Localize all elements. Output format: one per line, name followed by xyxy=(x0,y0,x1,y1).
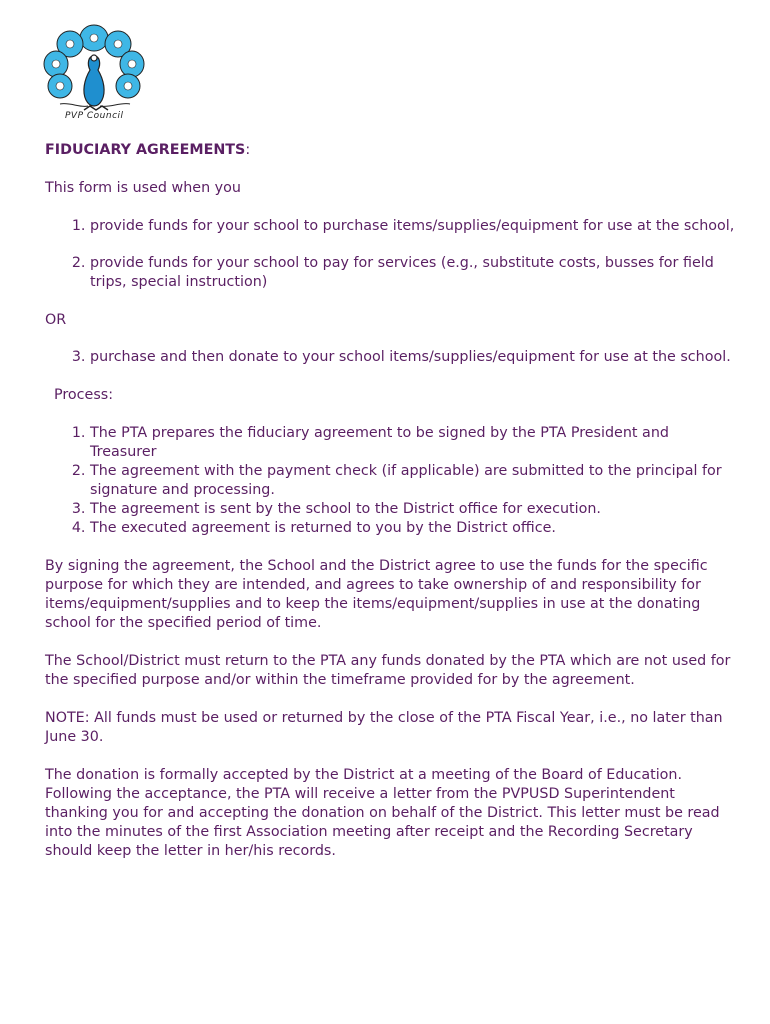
list-item: 3. purchase and then donate to your school items/supplies/equipment for use at the school. xyxy=(90,348,735,367)
logo-caption: PVP Council xyxy=(65,111,124,121)
note-paragraph: NOTE: All funds must be used or returned by the close of the PTA Fiscal Year, i.e., no later than June 30. xyxy=(45,710,723,745)
heading-colon: : xyxy=(245,142,251,158)
intro-text: This form is used when you xyxy=(45,180,241,196)
uses-list-a xyxy=(45,217,735,292)
list-item: 4. The executed agreement is returned to you by the District office. xyxy=(90,519,735,538)
process-label: Process: xyxy=(54,387,114,403)
document-heading xyxy=(45,141,735,160)
or-label: OR xyxy=(45,312,67,328)
list-item: 1. provide funds for your school to purchase items/supplies/equipment for use at the school, xyxy=(90,217,735,236)
document-body xyxy=(45,141,735,880)
peacock-body xyxy=(84,55,104,106)
list-item: 1. The PTA prepares the fiduciary agreement to be signed by the PTA President and Treasurer xyxy=(90,424,735,462)
agreement-paragraph: By signing the agreement, the School and the District agree to use the funds for the specific purpose for which they are intended, and agrees to take ownership of and responsibility for items/equipment/supplies and to keep the items/equipment/supplies in use at the donating school for the specified period of time. xyxy=(45,558,708,631)
list-item: 3. The agreement is sent by the school to the District office for execution. xyxy=(90,500,735,519)
process-steps-list xyxy=(45,424,735,538)
uses-list-b xyxy=(45,348,735,367)
list-item: 2. provide funds for your school to pay for services (e.g., substitute costs, busses for field trips, special instruction) xyxy=(90,254,735,292)
return-funds-paragraph: The School/District must return to the PTA any funds donated by the PTA which are not used for the specified purpose and/or within the timeframe provided for by the agreement. xyxy=(45,653,731,688)
heading-text: FIDUCIARY AGREEMENTS xyxy=(45,142,246,158)
list-item: 2. The agreement with the payment check (if applicable) are submitted to the principal for signature and processing. xyxy=(90,462,735,500)
acceptance-paragraph: The donation is formally accepted by the District at a meeting of the Board of Education. Following the acceptance, the PTA will receive a letter from the PVPUSD Superintendent thanking you for and accepting the donation on behalf of the District. This letter must be read into the minutes of the first Association meeting after receipt and the Recording Secretary should keep the letter in her/his records. xyxy=(45,767,720,859)
